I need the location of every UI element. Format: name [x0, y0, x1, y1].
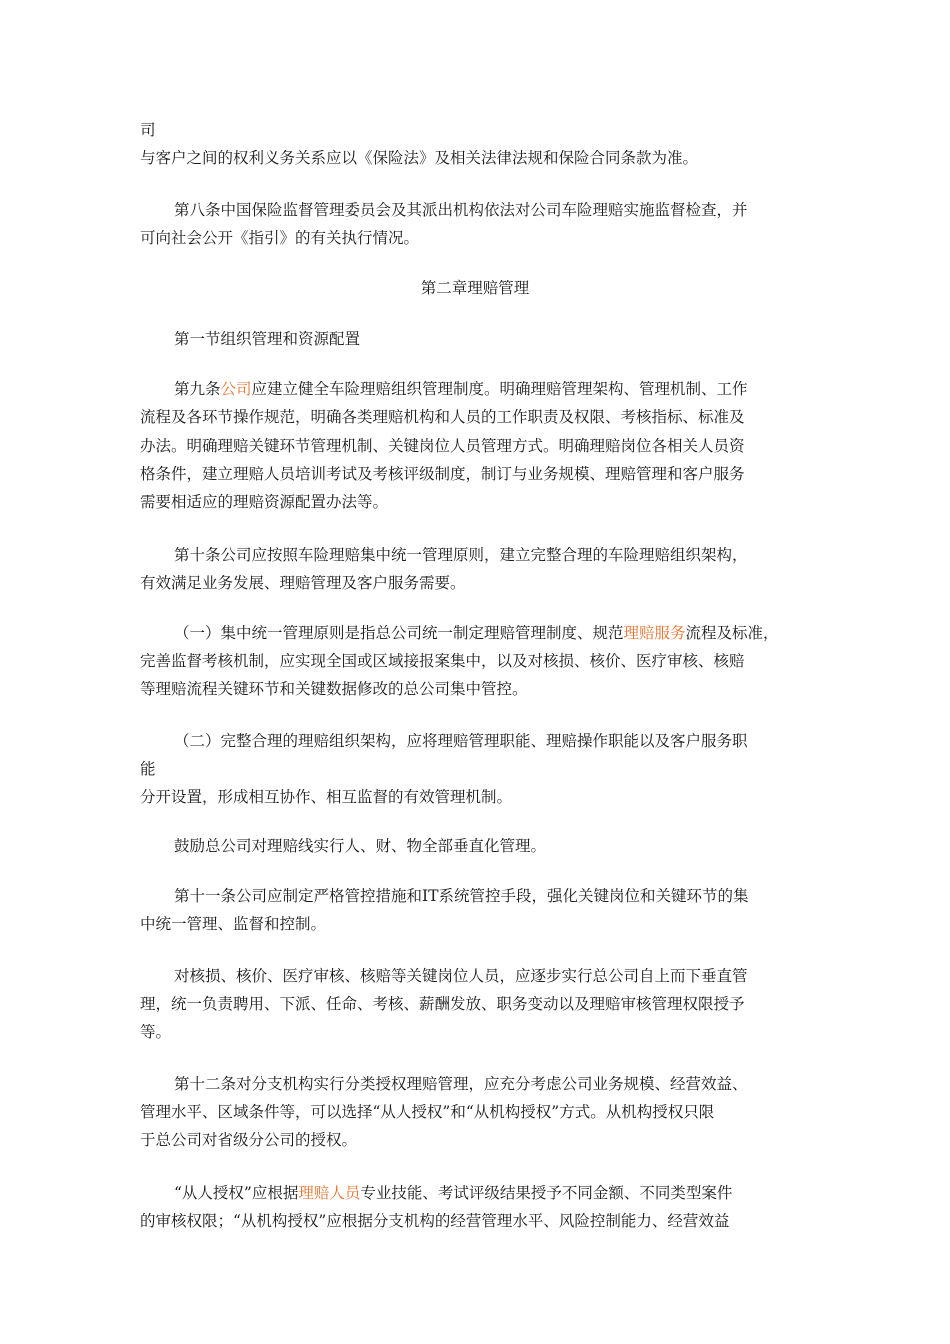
text-line: 分开设置，形成相互协作、相互监督的有效管理机制。: [140, 788, 513, 806]
text-line: 理，统一负责聘用、下派、任命、考核、薪酬发放、职务变动以及理赔审核管理权限授予: [140, 995, 745, 1013]
text-line: 能: [140, 760, 156, 778]
text-line: 流程及各环节操作规范，明确各类理赔机构和人员的工作职责及权限、考核指标、标准及: [140, 408, 745, 426]
text-line: [174, 379, 748, 399]
text-line: 完善监督考核机制，应实现全国或区域接报案集中，以及对核损、核价、医疗审核、核赔: [140, 652, 745, 670]
keyword-link[interactable]: 理赔服务: [623, 624, 686, 642]
text-line: 第十一条公司应制定严格管控措施和IT系统管控手段，强化关键岗位和关键环节的集: [174, 887, 749, 905]
text-line: [174, 623, 779, 643]
text-line: 第八条中国保险监督管理委员会及其派出机构依法对公司车险理赔实施监督检查，并: [174, 201, 748, 219]
text-span: （一）集中统一管理原则是指总公司统一制定理赔管理制度、规范: [174, 624, 624, 642]
text-line: 可向社会公开《指引》的有关执行情况。: [140, 229, 420, 247]
text-line: 管理水平、区域条件等，可以选择“从人授权”和“从机构授权”方式。从机构授权只限: [140, 1103, 715, 1121]
text-line: 鼓励总公司对理赔线实行人、财、物全部垂直化管理。: [174, 837, 547, 855]
text-line: 的审核权限；“从机构授权”应根据分支机构的经营管理水平、风险控制能力、经营效益: [140, 1212, 730, 1230]
text-line: [174, 1183, 732, 1203]
text-span: 流程及标准，: [685, 624, 779, 642]
text-line: 司: [140, 121, 156, 139]
text-line: 有效满足业务发展、理赔管理及客户服务需要。: [140, 574, 466, 592]
text-span: 第九条: [174, 380, 221, 398]
text-line: 与客户之间的权利义务关系应以《保险法》及相关法律法规和保险合同条款为准。: [140, 149, 699, 167]
text-line: 对核损、核价、医疗审核、核赔等关键岗位人员，应逐步实行总公司自上而下垂直管: [174, 967, 748, 985]
text-line: （二）完整合理的理赔组织架构，应将理赔管理职能、理赔操作职能以及客户服务职: [174, 732, 748, 750]
text-line: 格条件，建立理赔人员培训考试及考核评级制度，制订与业务规模、理赔管理和客户服务: [140, 465, 745, 483]
keyword-link[interactable]: 公司: [220, 380, 252, 398]
text-line: 第十条公司应按照车险理赔集中统一管理原则，建立完整合理的车险理赔组织架构，: [174, 546, 748, 564]
text-line: 等。: [140, 1023, 172, 1041]
section-heading: 第一节组织管理和资源配置: [174, 330, 361, 348]
text-line: 于总公司对省级分公司的授权。: [140, 1131, 358, 1149]
text-span: 专业技能、考试评级结果授予不同金额、不同类型案件: [360, 1184, 733, 1202]
text-line: 等理赔流程关键环节和关键数据修改的总公司集中管控。: [140, 680, 528, 698]
keyword-link[interactable]: 理赔人员: [298, 1184, 361, 1202]
chapter-heading: 第二章理赔管理: [420, 279, 530, 297]
text-line: 第十二条对分支机构实行分类授权理赔管理，应充分考虑公司业务规模、经营效益、: [174, 1075, 748, 1093]
text-span: 应建立健全车险理赔组织管理制度。明确理赔管理架构、管理机制、工作: [251, 380, 748, 398]
text-line: 办法。明确理赔关键环节管理机制、关键岗位人员管理方式。明确理赔岗位各相关人员资: [140, 437, 745, 455]
text-line: 中统一管理、监督和控制。: [140, 915, 327, 933]
text-line: 需要相适应的理赔资源配置办法等。: [140, 493, 389, 511]
text-span: “从人授权”应根据: [174, 1184, 299, 1202]
